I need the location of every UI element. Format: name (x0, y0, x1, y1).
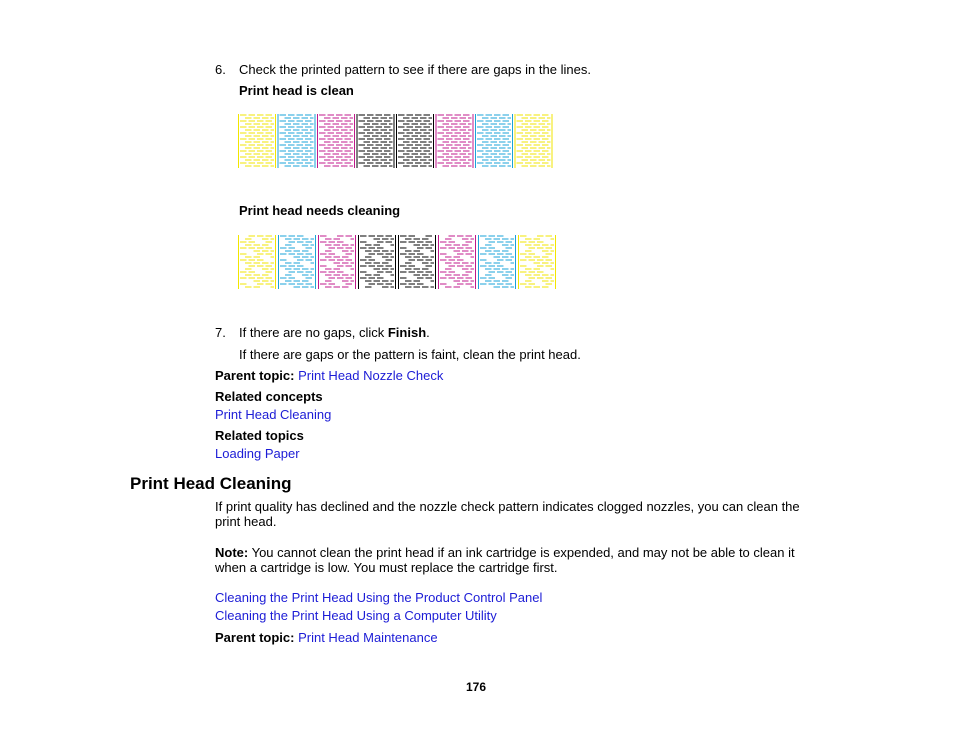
nozzle-block (239, 235, 276, 289)
nozzle-block (439, 235, 476, 289)
nozzle-block (357, 114, 394, 168)
section-parent-label: Parent topic: (215, 630, 295, 645)
section-intro: If print quality has declined and the nozzle check pattern indicates clogged nozzles, you can clean the print head. (215, 499, 800, 529)
nozzle-block (319, 235, 356, 289)
nozzle-block (359, 235, 396, 289)
nozzle-block (479, 235, 516, 289)
nozzle-block (239, 114, 276, 168)
parent-topic-line (215, 368, 443, 383)
step-7-text-after: . (426, 325, 430, 340)
link-computer-utility[interactable]: Cleaning the Print Head Using a Computer Utility (215, 608, 497, 623)
link-control-panel[interactable]: Cleaning the Print Head Using the Product Control Panel (215, 590, 543, 605)
note-label: Note: (215, 545, 249, 560)
section-parent-topic-line (215, 630, 438, 645)
section-title: Print Head Cleaning (130, 474, 292, 493)
nozzle-block (318, 114, 355, 168)
finish-term: Finish (387, 325, 427, 340)
related-topics-link[interactable]: Loading Paper (215, 446, 300, 461)
step-7-text-before: If there are no gaps, click (239, 325, 388, 340)
page-number: 176 (466, 680, 487, 694)
parent-topic-label: Parent topic: (215, 368, 295, 383)
clean-pattern-label: Print head is clean (239, 83, 354, 98)
note-text: You cannot clean the print head if an ink cartridge is expended, and may not be able to clean it when a cartridge is low. You must replace the cartridge first. (215, 545, 795, 575)
step-7-number: 7. (215, 325, 226, 340)
step-6-text: Check the printed pattern to see if there are gaps in the lines. (239, 62, 591, 77)
step-7-note: If there are gaps or the pattern is faint, clean the print head. (239, 347, 581, 362)
nozzle-block (397, 114, 434, 168)
nozzle-block (476, 114, 513, 168)
nozzle-block (436, 114, 473, 168)
clean-nozzle-pattern-image (238, 112, 562, 170)
nozzle-block (279, 235, 316, 289)
related-concepts-label: Related concepts (215, 389, 323, 404)
parent-topic-link[interactable]: Print Head Nozzle Check (298, 368, 444, 383)
nozzle-block (519, 235, 556, 289)
section-parent-link[interactable]: Print Head Maintenance (298, 630, 438, 645)
related-concepts-link[interactable]: Print Head Cleaning (215, 407, 332, 422)
section-note (215, 545, 815, 575)
nozzle-block (515, 114, 552, 168)
related-topics-label: Related topics (215, 428, 304, 443)
step-7-text (239, 325, 430, 340)
dirty-nozzle-pattern-image (238, 233, 566, 291)
nozzle-block (399, 235, 436, 289)
nozzle-block (278, 114, 315, 168)
step-6-number: 6. (215, 62, 226, 77)
dirty-pattern-label: Print head needs cleaning (239, 203, 401, 218)
